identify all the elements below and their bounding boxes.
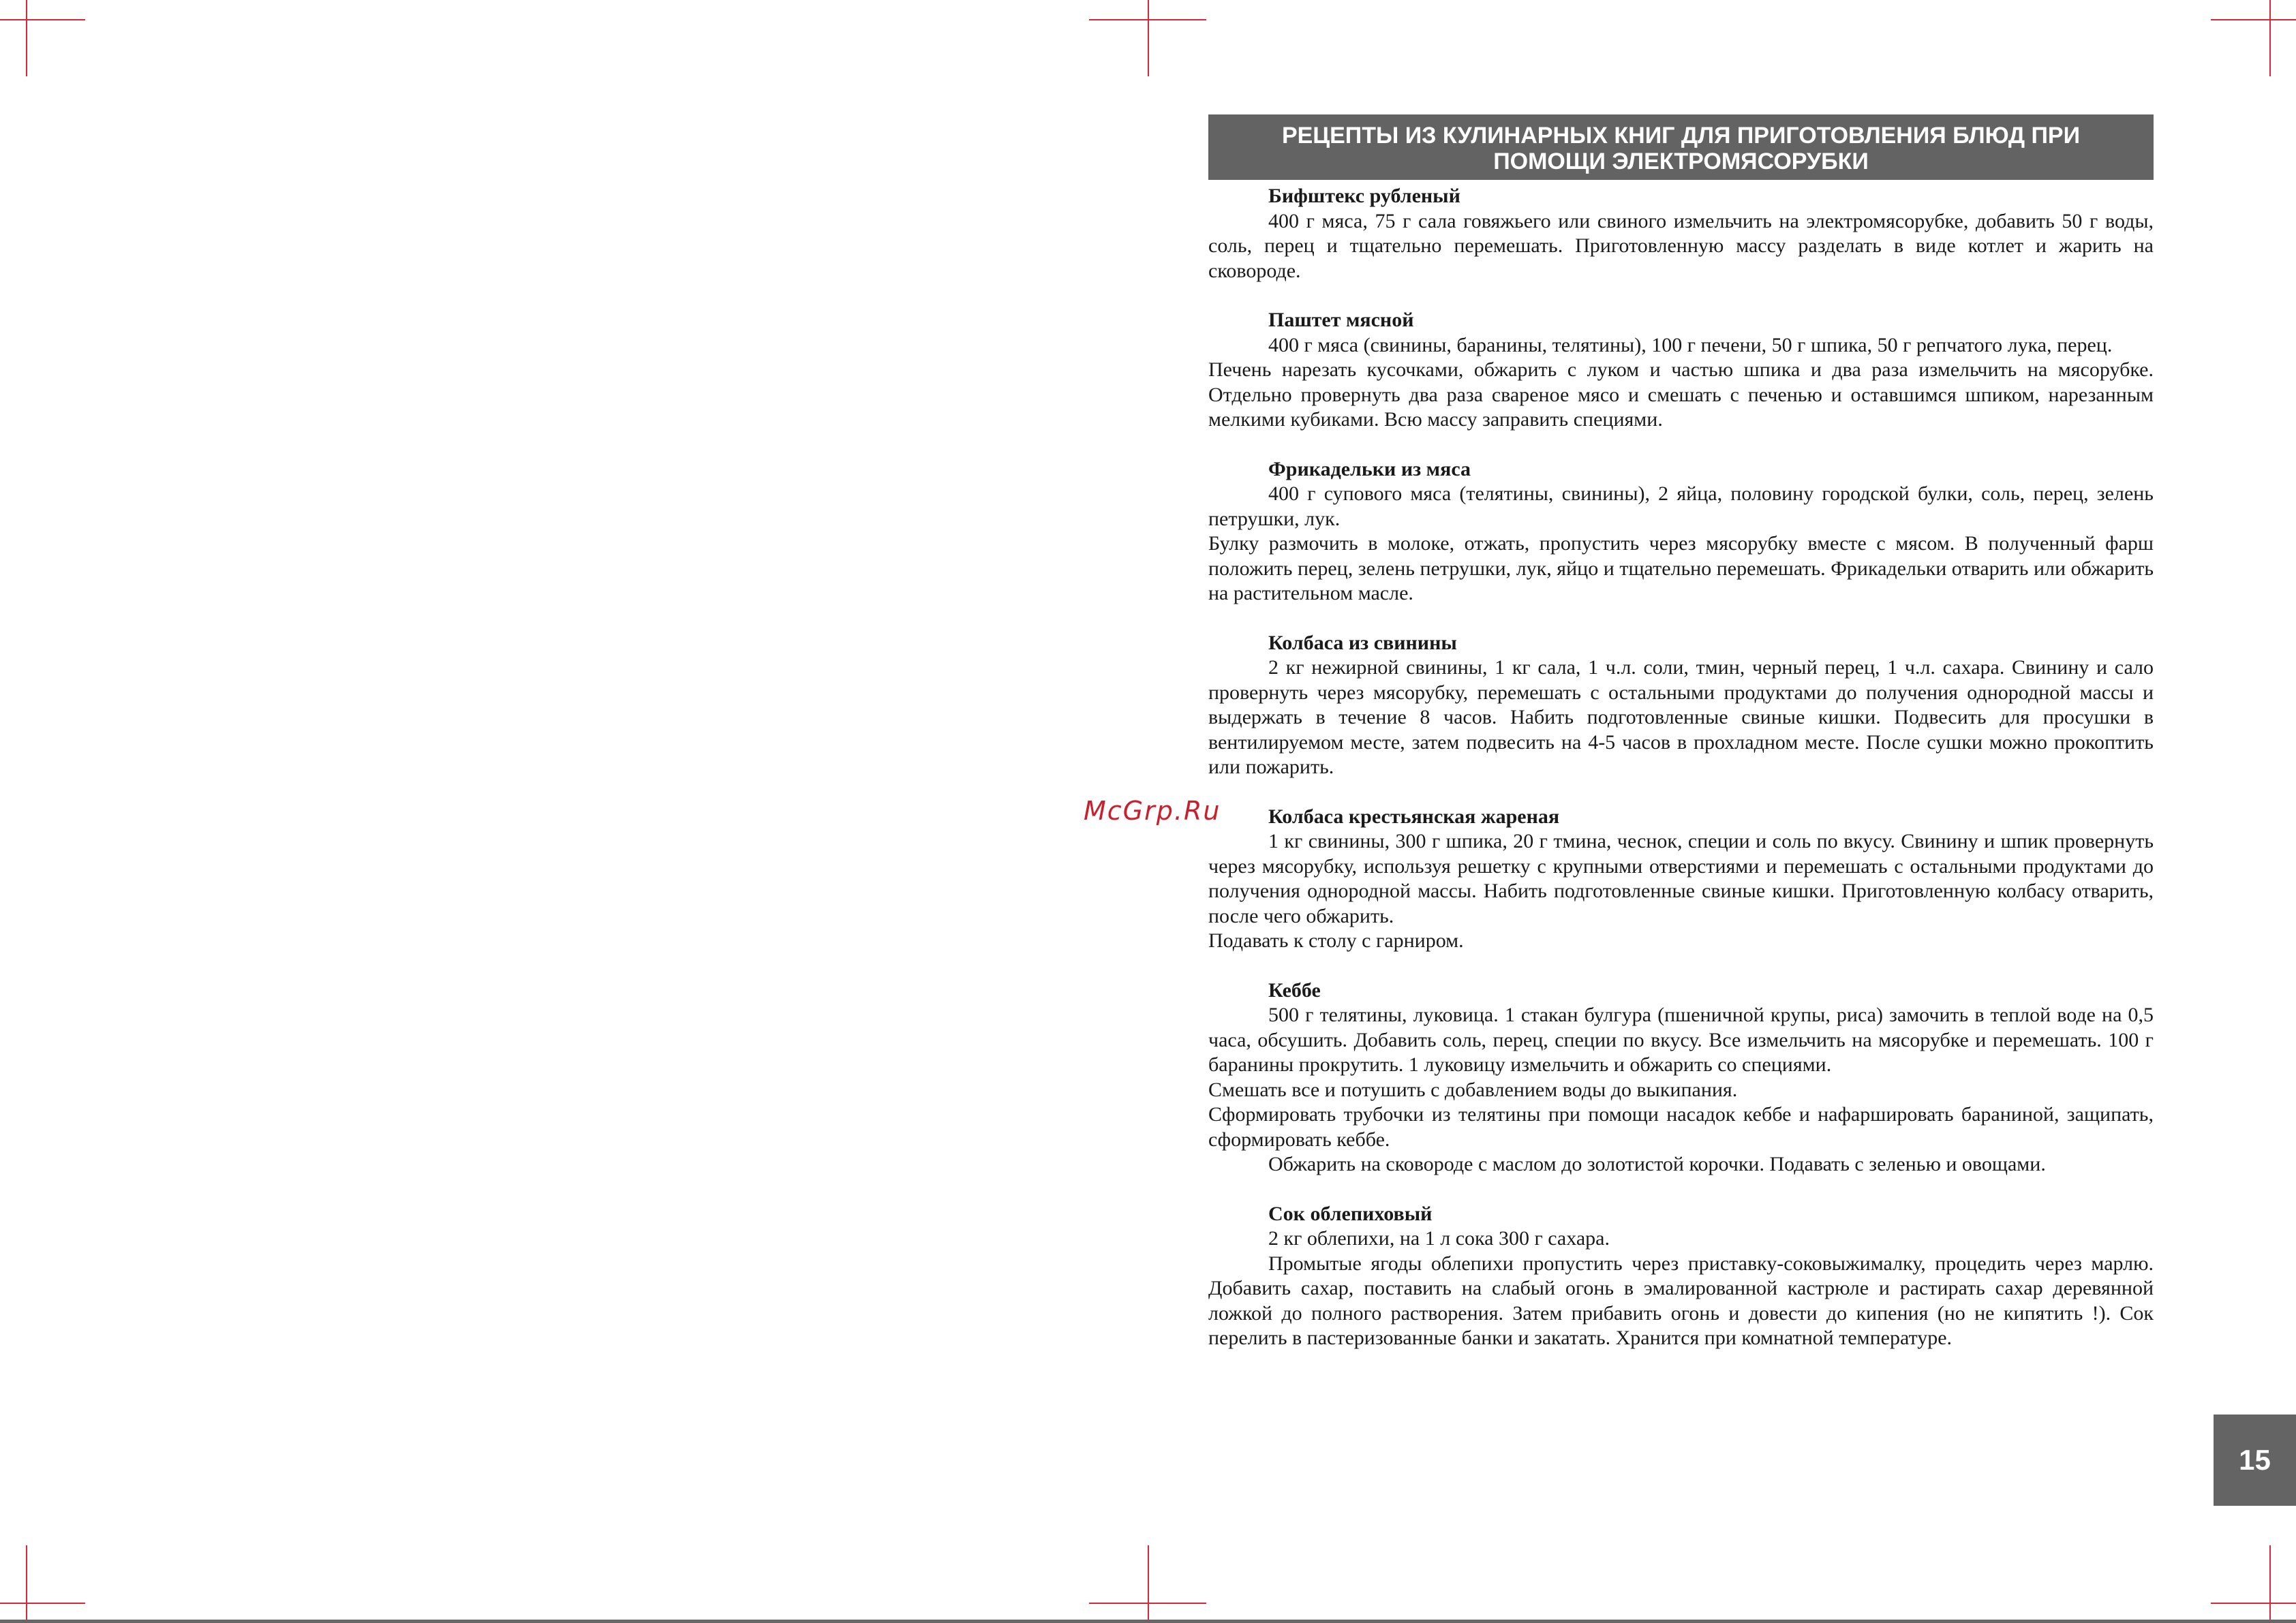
recipe-section xyxy=(1208,308,2154,433)
recipe-paragraph: Сформировать трубочки из телятины при помощи насадок кеббе и нафаршировать бараниной, защипать, сформировать кеббе. xyxy=(1208,1103,2154,1151)
recipe-paragraph: 400 г супового мяса (телятины, свинины), 2 яйца, половину городской булки, соль, перец, зелень петрушки, лук. xyxy=(1208,482,2154,530)
watermark: McGrp.Ru xyxy=(1084,796,1221,826)
recipe-paragraph: 400 г мяса (свинины, баранины, телятины), 100 г печени, 50 г шпика, 50 г репчатого лука, перец. xyxy=(1268,333,2113,356)
recipe-paragraph: Смешать все и потушить с добавлением воды до выкипания. xyxy=(1208,1078,1738,1101)
crop-mark xyxy=(2211,19,2296,20)
recipe-paragraph: Подавать к столу с гарниром. xyxy=(1208,929,1464,952)
recipe-section xyxy=(1208,457,2154,606)
recipe-paragraph: Обжарить на сковороде с маслом до золотистой корочки. Подавать с зеленью и овощами. xyxy=(1268,1153,2046,1175)
crop-mark xyxy=(0,19,85,20)
page-content xyxy=(1208,114,2154,1376)
recipe-title: Сок облепиховый xyxy=(1268,1202,1433,1225)
recipe-paragraph: 400 г мяса, 75 г сала говяжьего или свиного измельчить на электромясорубке, добавить 50 г воды, соль, перец и тщательно перемешать. Приготовленную массу разделать в виде котлет и жарить на сковороде. xyxy=(1208,209,2154,282)
page-title-line-1: РЕЦЕПТЫ ИЗ КУЛИНАРНЫХ КНИГ ДЛЯ ПРИГОТОВЛЕНИЯ БЛЮД ПРИ xyxy=(1281,123,2081,149)
recipe-title: Бифштекс рубленый xyxy=(1268,185,1460,207)
recipe-title: Колбаса крестьянская жареная xyxy=(1268,805,1560,828)
crop-mark xyxy=(2269,1545,2271,1620)
recipe-title: Колбаса из свинины xyxy=(1268,631,1457,654)
crop-mark xyxy=(0,1603,85,1604)
recipe-paragraph: 500 г телятины, луковица. 1 стакан булгура (пшеничной крупы, риса) замочить в теплой воде на 0,5 часа, обсушить. Добавить соль, перец, специи по вкусу. Все измельчить на мясорубке и перемешать. 100 г баранины прокрутить. 1 луковицу измельчить и обжарить со специями. xyxy=(1208,1004,2154,1076)
recipe-title: Фрикадельки из мяса xyxy=(1268,457,1471,480)
recipe-paragraph: 1 кг свинины, 300 г шпика, 20 г тмина, чеснок, специи и соль по вкусу. Свинину и шпик провернуть через мясорубку, используя решетку с крупными отверстиями и перемешать с остальными продуктами до получения однородной массы. Набить подготовленные свиные кишки. Приготовленную колбасу отварить, после чего обжарить. xyxy=(1208,830,2154,927)
crop-mark xyxy=(1148,0,1149,76)
page-title-banner xyxy=(1208,114,2154,180)
recipe-paragraph: 2 кг нежирной свинины, 1 кг сала, 1 ч.л. соли, тмин, черный перец, 1 ч.л. сахара. Свинину и сало провернуть через мясорубку, перемешать с остальными продуктами до получения однородной массы и выдержать в течение 8 часов. Набить подготовленные свиные кишки. Подвесить для просушки в вентилируемом месте, затем подвесить на 4-5 часов в прохладном месте. После сушки можно прокоптить или пожарить. xyxy=(1208,656,2154,778)
recipe-paragraph: Булку размочить в молоке, отжать, пропустить через мясорубку вместе с мясом. В полученный фарш положить перец, зелень петрушки, лук, яйцо и тщательно перемешать. Фрикадельки отварить или обжарить на растительном масле. xyxy=(1208,532,2154,604)
recipe-section xyxy=(1208,184,2154,283)
recipe-section xyxy=(1208,805,2154,954)
crop-mark xyxy=(1148,1545,1149,1620)
recipe-paragraph: 2 кг облепихи, на 1 л сока 300 г сахара. xyxy=(1268,1227,1610,1250)
crop-mark xyxy=(2211,1603,2296,1604)
page-number-badge: 15 xyxy=(2214,1415,2296,1506)
recipe-title: Паштет мясной xyxy=(1268,309,1414,331)
recipe-title: Кеббе xyxy=(1268,978,1321,1002)
recipe-section xyxy=(1208,1202,2154,1351)
recipe-section xyxy=(1208,978,2154,1177)
recipe-paragraph: Промытые ягоды облепихи пропустить через приставку-соковыжималку, процедить через марлю. Добавить сахар, поставить на слабый огонь в эмалированной кастрюле и растирать сахар деревянной ложкой до полного растворения. Затем прибавить огонь и довести до кипения (но не кипятить !). Сок перелить в пастеризованные банки и закатать. Хранится при комнатной температуре. xyxy=(1208,1252,2154,1349)
recipe-section xyxy=(1208,631,2154,780)
crop-mark xyxy=(26,0,27,76)
page-title-line-2: ПОМОЩИ ЭЛЕКТРОМЯСОРУБКИ xyxy=(1493,149,1869,174)
bottom-rule xyxy=(0,1620,2296,1623)
recipe-paragraph: Печень нарезать кусочками, обжарить с луком и частью шпика и два раза измельчить на мясорубке. Отдельно провернуть два раза свареное мясо и смешать с печенью и оставшимся шпиком, нарезанным мелкими кубиками. Всю массу заправить специями. xyxy=(1208,358,2154,431)
recipe-list xyxy=(1208,184,2154,1351)
crop-mark xyxy=(2269,0,2271,76)
crop-mark xyxy=(26,1545,27,1620)
